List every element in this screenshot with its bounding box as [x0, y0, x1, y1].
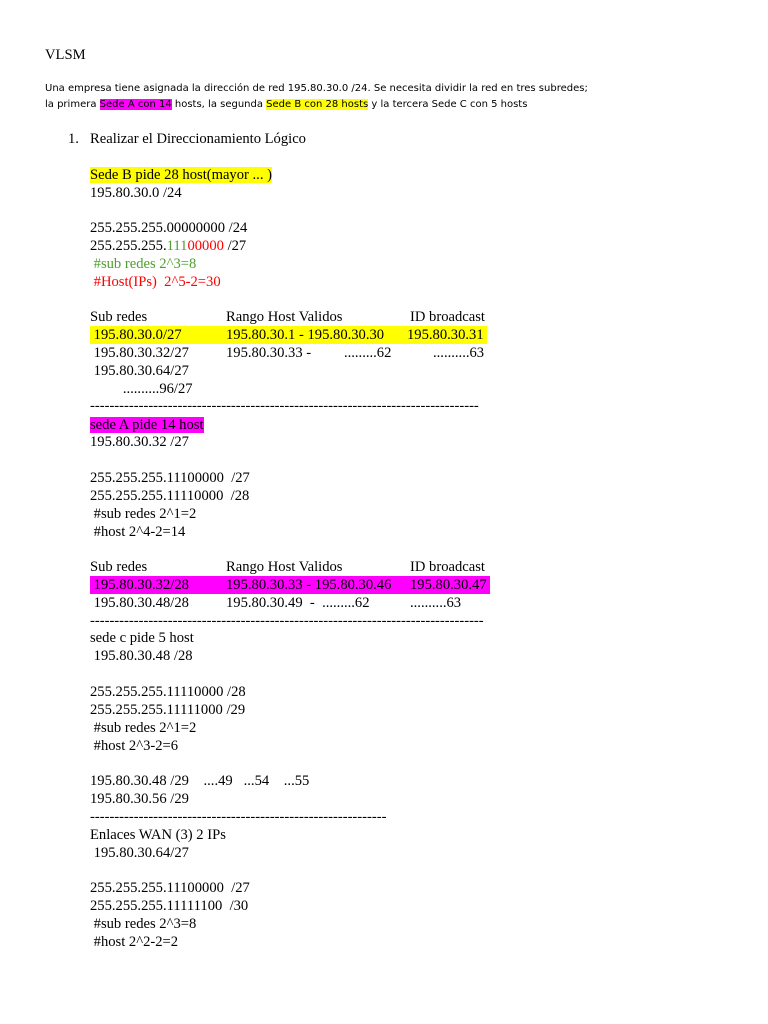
intro-line-2	[45, 96, 527, 114]
table-cell: 195.80.30.33 - 195.80.30.46	[226, 577, 392, 593]
sede-a-col-subredes: Sub redes	[90, 559, 148, 575]
sede-a-heading	[90, 416, 204, 434]
wan-hosts: #host 2^2-2=2	[90, 934, 179, 950]
sede-b-subredes: #sub redes 2^3=8	[90, 256, 197, 272]
table-cell: 195.80.30.0/27	[90, 327, 182, 343]
separator: -------------------------------------------------------------	[90, 809, 387, 825]
intro-highlight-sede-a: Sede A con 14	[99, 99, 172, 110]
sede-b-hosts: #Host(IPs) 2^5-2=30	[90, 274, 221, 290]
sede-a-mask-28: 255.255.255.11110000 /28	[90, 488, 250, 504]
sede-c-range: 195.80.30.48 /29 ....49 ...54 ...55	[90, 773, 310, 789]
sede-c-mask-28: 255.255.255.11110000 /28	[90, 684, 246, 700]
wan-mask-30: 255.255.255.11111100 /30	[90, 898, 249, 914]
table-cell: 195.80.30.49 - .........62	[226, 595, 370, 611]
mask-suffix: /27	[223, 238, 247, 254]
wan-mask-27: 255.255.255.11100000 /27	[90, 880, 250, 896]
sede-a-network: 195.80.30.32 /27	[90, 434, 189, 450]
sede-a-subredes: #sub redes 2^1=2	[90, 506, 197, 522]
table-cell: 195.80.30.64/27	[90, 363, 189, 379]
mask-prefix: 255.255.255.	[90, 238, 167, 254]
sede-b-mask-27	[90, 237, 246, 255]
sede-b-heading	[90, 166, 272, 184]
page-title: VLSM	[45, 47, 86, 63]
wan-subredes: #sub redes 2^3=8	[90, 916, 197, 932]
sede-a-hosts: #host 2^4-2=14	[90, 524, 186, 540]
sede-b-heading-text: Sede B pide 28 host(mayor ... )	[90, 167, 272, 183]
intro-text: hosts, la segunda	[171, 99, 267, 110]
sede-b-network: 195.80.30.0 /24	[90, 185, 182, 201]
sede-c-mask-29: 255.255.255.11111000 /29	[90, 702, 246, 718]
step-number: 1.	[68, 131, 79, 147]
wan-network: 195.80.30.64/27	[90, 845, 189, 861]
table-cell: 195.80.30.48/28	[90, 595, 189, 611]
intro-highlight-sede-b: Sede B con 28 hosts	[266, 99, 369, 110]
intro-text: la primera	[45, 99, 100, 110]
separator: ---------------------------------------------------------------------------------	[90, 613, 484, 629]
mask-subnet-bits: 111	[166, 238, 188, 254]
sede-c-hosts: #host 2^3-2=6	[90, 738, 179, 754]
table-cell: 195.80.30.32/27	[90, 345, 189, 361]
table-cell: 195.80.30.32/28	[90, 577, 189, 593]
sede-b-col-broadcast: ID broadcast	[410, 309, 485, 325]
intro-line-1: Una empresa tiene asignada la dirección de red 195.80.30.0 /24. Se necesita dividir la red en tres subredes;	[45, 83, 588, 94]
separator: --------------------------------------------------------------------------------	[90, 398, 479, 414]
table-cell: 195.80.30.31	[407, 327, 484, 343]
sede-c-heading: sede c pide 5 host	[90, 630, 194, 646]
sede-c-network: 195.80.30.48 /28	[90, 648, 193, 664]
table-cell: ..........96/27	[90, 381, 193, 397]
sede-a-col-broadcast: ID broadcast	[410, 559, 485, 575]
table-cell: 195.80.30.1 - 195.80.30.30	[226, 327, 385, 343]
wan-heading: Enlaces WAN (3) 2 IPs	[90, 827, 226, 843]
table-cell: 195.80.30.47	[410, 577, 487, 593]
sede-a-mask-27: 255.255.255.11100000 /27	[90, 470, 250, 486]
sede-a-col-rango: Rango Host Validos	[226, 559, 343, 575]
sede-c-subredes: #sub redes 2^1=2	[90, 720, 197, 736]
sede-b-col-subredes: Sub redes	[90, 309, 148, 325]
table-cell: ..........63	[410, 595, 462, 611]
table-cell: ..........63	[433, 345, 485, 361]
intro-text: y la tercera Sede C con 5 hosts	[368, 99, 528, 110]
sede-b-mask-24: 255.255.255.00000000 /24	[90, 220, 248, 236]
step-heading: Realizar el Direccionamiento Lógico	[90, 131, 306, 147]
table-cell: 195.80.30.33 - .........62	[226, 345, 392, 361]
sede-c-next: 195.80.30.56 /29	[90, 791, 189, 807]
sede-a-heading-text: sede A pide 14 host	[90, 417, 204, 433]
mask-host-bits: 00000	[187, 238, 224, 254]
sede-b-col-rango: Rango Host Validos	[226, 309, 343, 325]
